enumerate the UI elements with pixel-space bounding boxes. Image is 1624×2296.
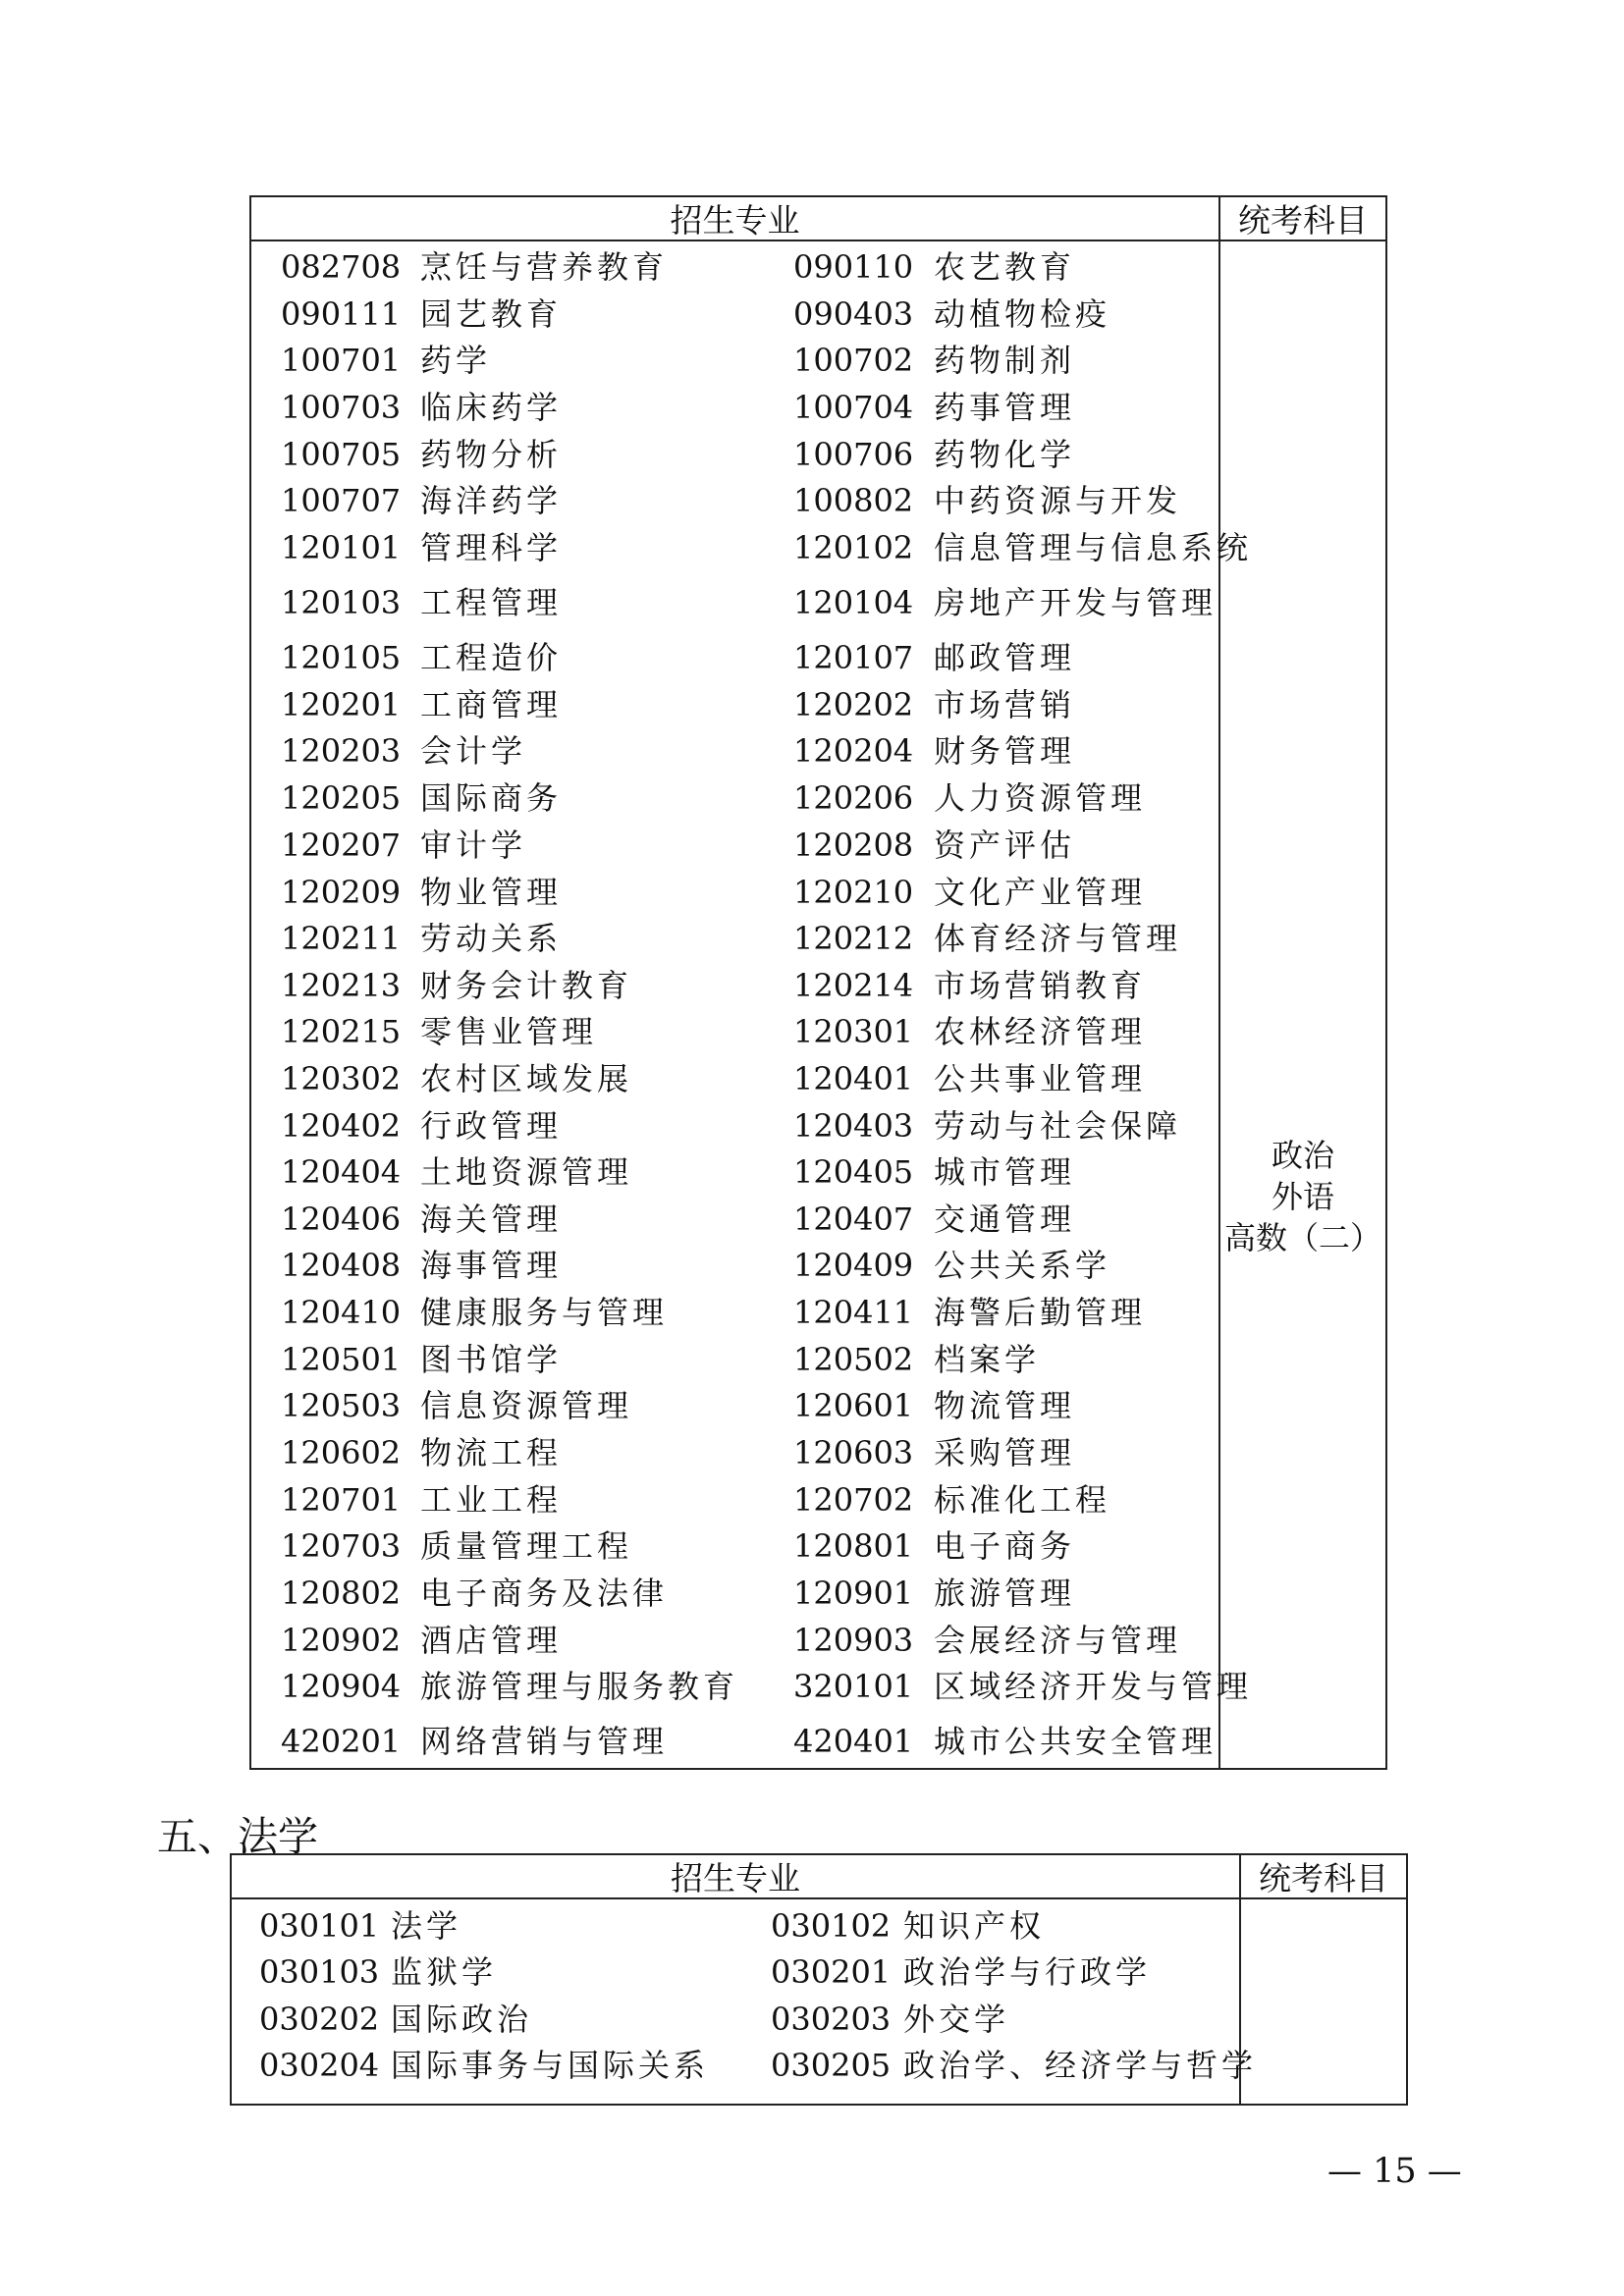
table-row [251,1574,1217,1613]
major-code: 082708 [281,248,402,286]
major-code: 090110 [793,248,914,286]
major-code: 120302 [281,1060,402,1097]
major-name: 行政管理 [420,1107,563,1145]
major-name: 海警后勤管理 [934,1294,1147,1331]
major-code: 120209 [281,874,402,911]
major-name: 图书馆学 [420,1341,563,1378]
major-code: 120701 [281,1481,402,1519]
major-name: 电子商务 [934,1527,1076,1565]
major-name: 药物分析 [420,436,563,473]
major-code: 120601 [793,1387,914,1424]
major-code: 120212 [793,920,914,957]
major-code: 120410 [281,1294,402,1331]
major-name: 海洋药学 [420,482,563,519]
major-name: 土地资源管理 [420,1153,633,1191]
major-code: 120211 [281,920,402,957]
major-name: 城市管理 [934,1153,1076,1191]
major-code: 120603 [793,1434,914,1471]
table-row [232,2046,1258,2085]
major-name: 农林经济管理 [934,1013,1147,1050]
major-name: 国际政治 [391,2001,533,2038]
major-code: 420401 [793,1723,914,1760]
table-row [251,583,1217,622]
table-header [232,1855,1406,1899]
major-name: 药事管理 [934,389,1076,426]
major-code: 420201 [281,1723,402,1760]
major-code: 120107 [793,639,914,676]
major-code: 030204 [259,2047,380,2084]
major-code: 120901 [793,1575,914,1612]
major-name: 工业工程 [420,1481,563,1519]
major-code: 030101 [259,1907,380,1945]
section-title: 五、法学 [157,1813,318,1860]
major-code: 120201 [281,686,402,723]
header-major: 招生专业 [670,201,800,240]
major-code: 120105 [281,639,402,676]
table-row [251,1433,1217,1472]
major-name: 零售业管理 [420,1013,598,1050]
major-code: 120406 [281,1201,402,1238]
major-name: 会展经济与管理 [934,1622,1182,1659]
major-name: 劳动关系 [420,920,563,957]
major-code: 120104 [793,584,914,621]
major-code: 120301 [793,1013,914,1050]
major-code: 120404 [281,1153,402,1191]
table-row [251,1012,1217,1051]
column-divider [1218,197,1220,1768]
major-name: 市场营销 [934,686,1076,723]
major-name: 旅游管理 [934,1575,1076,1612]
major-name: 公共关系学 [934,1247,1111,1284]
major-code: 120215 [281,1013,402,1050]
major-code: 090403 [793,295,914,333]
major-name: 质量管理工程 [420,1527,633,1565]
table-row [232,1906,1237,1946]
major-code: 120405 [793,1153,914,1191]
table-row [251,1526,1217,1566]
exam-subject: 高数（二） [1223,1219,1381,1256]
table-row [251,1480,1217,1520]
major-code: 120203 [281,732,402,770]
major-code: 120202 [793,686,914,723]
table-row [232,2000,1237,2039]
table-row [251,778,1217,818]
major-name: 中药资源与开发 [934,482,1182,519]
major-code: 100703 [281,389,402,426]
major-code: 120411 [793,1294,914,1331]
major-name: 外交学 [903,2001,1010,2038]
major-name: 工程造价 [420,639,563,676]
major-name: 国际商务 [420,779,563,817]
major-code: 120213 [281,967,402,1004]
table-row [251,1293,1217,1332]
major-name: 资产评估 [934,827,1076,864]
major-code: 120903 [793,1622,914,1659]
table-row [251,1340,1217,1379]
major-code: 120503 [281,1387,402,1424]
major-code: 120902 [281,1622,402,1659]
table-row [232,1952,1237,1992]
major-code: 120801 [793,1527,914,1565]
major-code: 120502 [793,1341,914,1378]
major-name: 知识产权 [903,1907,1046,1945]
major-name: 审计学 [420,827,527,864]
table-row [251,481,1217,520]
major-code: 030102 [771,1907,892,1945]
major-code: 030202 [259,2001,380,2038]
major-name: 海关管理 [420,1201,563,1238]
major-name: 临床药学 [420,389,563,426]
major-name: 房地产开发与管理 [934,584,1218,621]
major-code: 100802 [793,482,914,519]
major-code: 120403 [793,1107,914,1145]
major-code: 120702 [793,1481,914,1519]
major-code: 120204 [793,732,914,770]
major-name: 市场营销教育 [934,967,1147,1004]
major-name: 信息资源管理 [420,1387,633,1424]
major-name: 园艺教育 [420,295,563,333]
major-code: 120206 [793,779,914,817]
major-name: 旅游管理与服务教育 [420,1668,739,1705]
table-row [251,1621,1217,1660]
major-code: 030201 [771,1953,892,1991]
major-name: 药物化学 [934,436,1076,473]
major-name: 管理科学 [420,529,563,566]
major-code: 120101 [281,529,402,566]
major-name: 档案学 [934,1341,1041,1378]
major-name: 区域经济开发与管理 [934,1668,1253,1705]
major-name: 会计学 [420,732,527,770]
major-code: 120205 [281,779,402,817]
major-code: 120602 [281,1434,402,1471]
major-name: 药物制剂 [934,342,1076,379]
major-code: 120208 [793,827,914,864]
major-name: 电子商务及法律 [420,1575,669,1612]
header-exam: 统考科目 [1259,1859,1388,1897]
exam-subject: 外语 [1271,1178,1334,1215]
header-exam: 统考科目 [1238,201,1368,240]
table-header [251,197,1385,241]
major-code: 120802 [281,1575,402,1612]
header-major: 招生专业 [671,1859,800,1897]
major-name: 工商管理 [420,686,563,723]
major-name: 政治学与行政学 [903,1953,1152,1991]
major-code: 120409 [793,1247,914,1284]
major-code: 120207 [281,827,402,864]
major-name: 国际事务与国际关系 [391,2047,710,2084]
major-code: 120401 [793,1060,914,1097]
major-code: 120407 [793,1201,914,1238]
table-row [251,638,1217,677]
major-name: 物业管理 [420,874,563,911]
majors-table-1 [249,195,1387,1770]
major-code: 120210 [793,874,914,911]
major-name: 酒店管理 [420,1622,563,1659]
major-code: 120501 [281,1341,402,1378]
major-name: 信息管理与信息系统 [934,529,1253,566]
major-name: 交通管理 [934,1201,1076,1238]
table-row [251,919,1217,958]
major-code: 120102 [793,529,914,566]
table-row [251,685,1217,724]
major-code: 030203 [771,2001,892,2038]
table-row [251,873,1217,912]
table-row [251,435,1217,474]
major-code: 100706 [793,436,914,473]
major-name: 健康服务与管理 [420,1294,669,1331]
major-name: 物流管理 [934,1387,1076,1424]
table-row [251,247,1217,287]
major-name: 邮政管理 [934,639,1076,676]
major-name: 体育经济与管理 [934,920,1182,957]
table-row [251,1667,1253,1706]
major-name: 采购管理 [934,1434,1076,1471]
major-code: 090111 [281,295,402,333]
exam-subjects [1220,1135,1385,1258]
major-code: 120402 [281,1107,402,1145]
major-code: 120214 [793,967,914,1004]
table-row [251,388,1217,427]
major-code: 100707 [281,482,402,519]
major-code: 100702 [793,342,914,379]
major-name: 财务管理 [934,732,1076,770]
major-name: 农村区域发展 [420,1060,633,1097]
major-code: 120703 [281,1527,402,1565]
major-name: 公共事业管理 [934,1060,1147,1097]
table-row [251,1059,1217,1098]
table-row [251,341,1217,380]
table-row [251,294,1217,334]
major-name: 财务会计教育 [420,967,633,1004]
table-row [251,1722,1217,1761]
major-code: 100701 [281,342,402,379]
table-row [251,1106,1217,1146]
table-row [251,1200,1217,1239]
major-name: 农艺教育 [934,248,1076,286]
major-name: 烹饪与营养教育 [420,248,669,286]
major-name: 劳动与社会保障 [934,1107,1182,1145]
table-row [251,1386,1217,1425]
major-code: 320101 [793,1668,914,1705]
major-code: 100704 [793,389,914,426]
page-number: — 15 — [1327,2152,1462,2191]
major-name: 海事管理 [420,1247,563,1284]
major-code: 030205 [771,2047,892,2084]
table-row [251,826,1217,865]
table-row [251,1246,1217,1285]
major-name: 文化产业管理 [934,874,1147,911]
major-code: 120904 [281,1668,402,1705]
major-code: 030103 [259,1953,380,1991]
major-name: 工程管理 [420,584,563,621]
majors-table-2 [230,1853,1408,2106]
major-name: 动植物检疫 [934,295,1111,333]
table-row [251,528,1253,567]
table-row [251,1152,1217,1192]
table-row [251,731,1217,771]
major-name: 标准化工程 [934,1481,1111,1519]
major-name: 药学 [420,342,492,379]
exam-subject: 政治 [1271,1137,1334,1174]
major-code: 120408 [281,1247,402,1284]
major-code: 100705 [281,436,402,473]
major-name: 政治学、经济学与哲学 [903,2047,1258,2084]
major-name: 网络营销与管理 [420,1723,669,1760]
table-row [251,966,1217,1005]
major-name: 法学 [391,1907,462,1945]
major-name: 监狱学 [391,1953,498,1991]
major-name: 物流工程 [420,1434,563,1471]
major-name: 人力资源管理 [934,779,1147,817]
major-code: 120103 [281,584,402,621]
major-name: 城市公共安全管理 [934,1723,1218,1760]
